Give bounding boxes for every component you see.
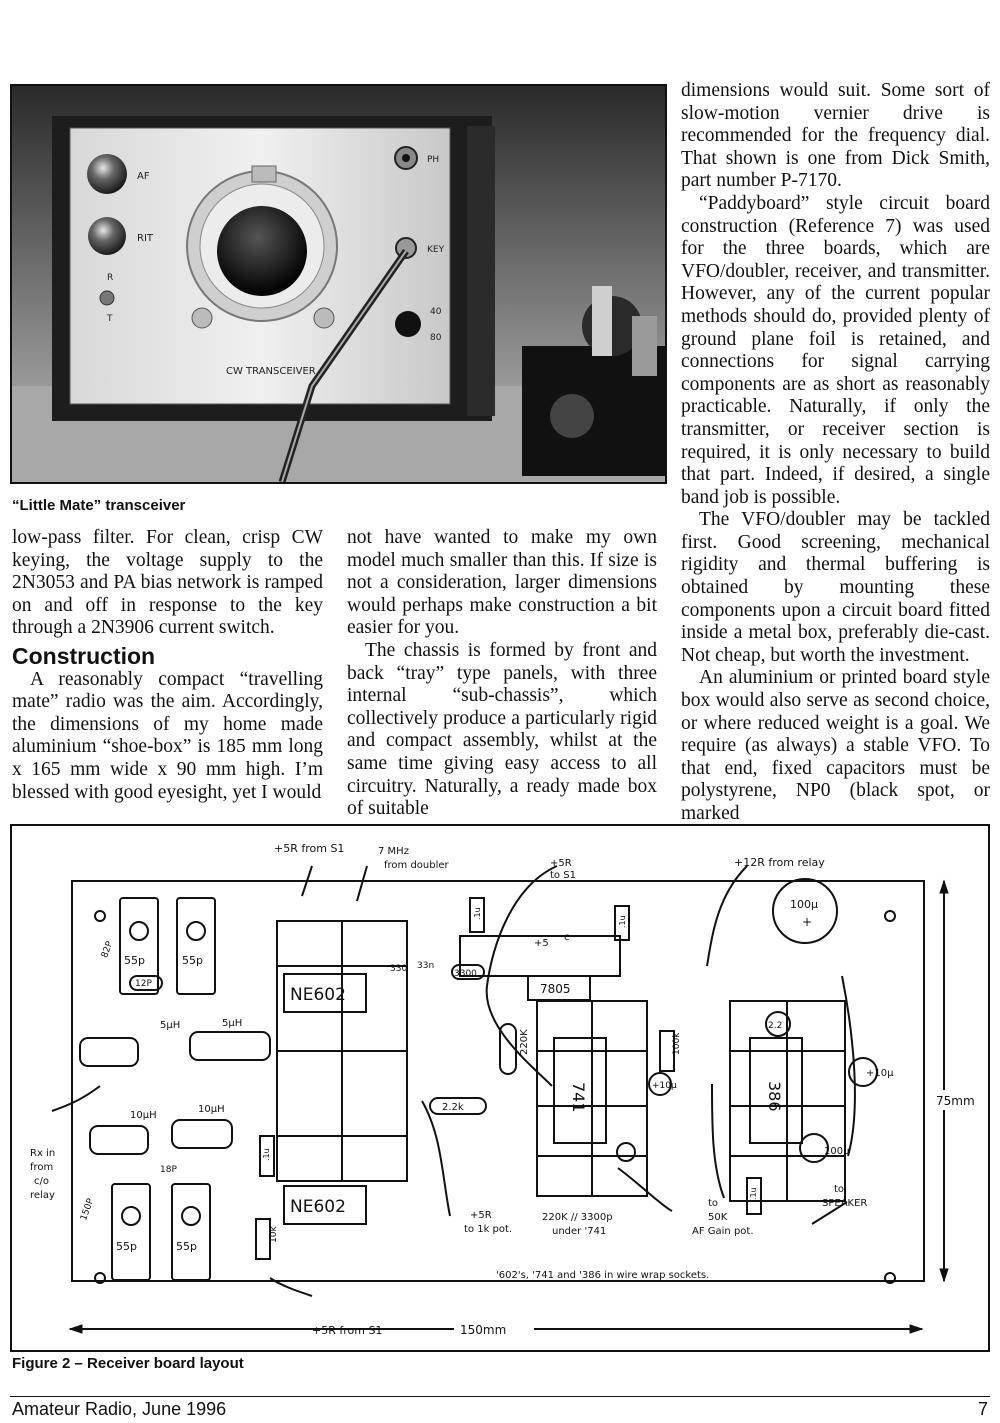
label-plus10u-right: +10µ [866, 1068, 894, 1079]
label-plus5r-s1-bottom: +5R from S1 [312, 1324, 383, 1337]
label-55p-4: 55p [176, 1240, 197, 1253]
label-100u-top: 100µ [790, 898, 818, 911]
column-1 [12, 527, 323, 804]
label-af-gain-pot: AF Gain pot. [692, 1226, 754, 1237]
column1-para2: A reasonably compact “travelling mate” radio was the aim. Accordingly, the dimensions of my home made aluminium “shoe-box” is 185 mm long x 165 mm wide x 90 mm high. I’m blessed with good eyesight, yet I would [12, 668, 323, 803]
label-5uh-1: 5µH [160, 1020, 181, 1031]
panel-label-t: T [107, 314, 113, 324]
column3-para3: The VFO/doubler may be tackled first. Good screening, mechanical rigidity and thermal buffering is obtained by mounting these components upon a circuit board fitted inside a metal box, preferably die-cast. Not cheap, but worth the investment. [681, 509, 990, 666]
label-220k-3300p: 220K // 3300p [542, 1212, 613, 1223]
label-c-pad: c [564, 932, 570, 943]
panel-label-name: CW TRANSCEIVER [226, 366, 316, 377]
label-150p: 150P [79, 1197, 97, 1223]
panel-label-af: AF [137, 171, 150, 182]
label-c1u-2: .1u [618, 915, 627, 928]
label-to-50k: to [708, 1198, 719, 1209]
label-12p: 12P [135, 979, 152, 989]
label-plus-100u: + [802, 915, 813, 929]
photo-figure [10, 84, 667, 484]
section-heading-construction: Construction [12, 642, 156, 669]
footer-rule [10, 1396, 990, 1397]
column2-para2: The chassis is formed by front and back “tray” type panels, with three internal “sub-chassis”, which collectively produce a particularly rigid and compact assembly, whilst at the same time giving easy access to all circuitry. Naturally, a ready made box of suitable [347, 639, 657, 820]
label-from: from [30, 1162, 54, 1173]
column3-para4: An aluminium or printed board style box would also serve as second choice, or where reduced weight is a goal. We require (as always) a stable VFO. To that end, fixed capacitors must be polystyrene, NP0 (black spot, or marked [681, 667, 990, 824]
label-18p: 18P [160, 1165, 177, 1175]
receiver-board-diagram [12, 826, 988, 1350]
label-to-1k-pot: to 1k pot. [464, 1224, 513, 1235]
panel-label-rit: RIT [137, 233, 154, 244]
receiver-board-figure [10, 824, 990, 1352]
label-plus5r-s1-top: +5R from S1 [274, 842, 345, 855]
label-3300: 3300 [454, 969, 477, 979]
label-plus10u-mid: +10µ [652, 1081, 677, 1091]
label-10uh-1: 10µH [130, 1110, 157, 1121]
footer-publication: Amateur Radio, June 1996 [12, 1399, 227, 1419]
panel-label-80: 80 [430, 333, 442, 343]
label-to-s1: to S1 [550, 870, 576, 881]
label-386: 386 [765, 1081, 784, 1112]
label-plus5r-pot: +5R [470, 1210, 492, 1221]
label-ne602-upper: NE602 [290, 985, 346, 1005]
label-75mm: 75mm [936, 1094, 975, 1108]
panel-label-40: 40 [430, 307, 442, 317]
panel-label-key: KEY [427, 245, 445, 255]
label-plus12r-relay: +12R from relay [734, 856, 825, 869]
label-relay: relay [30, 1190, 55, 1201]
label-50k: 50K [708, 1212, 728, 1223]
figure-caption: Figure 2 – Receiver board layout [12, 1355, 244, 1372]
label-from-doubler: from doubler [384, 860, 449, 871]
label-220k: 220K [519, 1029, 530, 1055]
label-100u-lower: 100µ [824, 1146, 850, 1157]
label-c1u-4: .1u [262, 1148, 271, 1161]
label-55p-1: 55p [124, 954, 145, 967]
label-330: 330 [390, 964, 408, 974]
label-c1u-1: .1u [473, 907, 482, 920]
label-100k: 100k [672, 1032, 682, 1055]
label-plus5-pad: +5 [534, 938, 549, 949]
label-82p: 82P [100, 940, 116, 960]
column-3 [681, 80, 990, 826]
panel-label-r: R [107, 273, 114, 283]
page-number: 7 [977, 1399, 988, 1419]
column-2 [347, 527, 657, 821]
label-plus5r-top: +5R [550, 858, 572, 869]
label-33n: 33n [417, 961, 435, 971]
label-10uh-2: 10µH [198, 1104, 225, 1115]
label-2u2: 2.2 [768, 1021, 783, 1031]
label-under-741: under '741 [552, 1226, 607, 1237]
label-55p-3: 55p [116, 1240, 137, 1253]
label-10k: 10k [269, 1226, 279, 1243]
label-ne602-lower: NE602 [290, 1197, 346, 1217]
label-7805: 7805 [540, 982, 571, 996]
label-150mm: 150mm [460, 1323, 507, 1337]
photo-caption: “Little Mate” transceiver [12, 497, 186, 514]
column1-para1: low-pass filter. For clean, crisp CW keying, the voltage supply to the 2N3053 and PA bias network is ramped on and off in response to the key through a 2N3906 current switch. [12, 527, 323, 639]
column3-para1: dimensions would suit. Some sort of slow-motion vernier drive is recommended for the frequency dial. That shown is one from Dick Smith, part number P-7170. [681, 80, 990, 192]
label-55p-2: 55p [182, 954, 203, 967]
label-c1u-3: .1u [749, 1187, 758, 1200]
label-2k2: 2.2k [442, 1102, 464, 1113]
column2-para1: not have wanted to make my own model much smaller than this. If size is not a consideration, larger dimensions would perhaps make construction a bit easier for you. [347, 527, 657, 639]
label-co: c/o [34, 1176, 49, 1187]
label-sockets-note: '602's, '741 and '386 in wire wrap sockets. [496, 1270, 710, 1281]
label-7mhz: 7 MHz [378, 846, 409, 857]
label-to-speaker: to [834, 1184, 845, 1195]
column3-para2: “Paddyboard” style circuit board construction (Reference 7) was used for the three boards, which are VFO/doubler, receiver, and transmitter. However, any of the current popular methods should do, provided plenty of ground plane foil is retained, and connections for signal carrying components are as short as reasonably practicable. Naturally, if only the transmitter, or receiver section is required, it is only necessary to build that part. Indeed, if desired, a single band job is possible. [681, 192, 990, 508]
transceiver-photo [12, 86, 665, 482]
label-rx-in: Rx in [30, 1148, 56, 1159]
panel-label-ph: PH [427, 155, 440, 165]
label-741: 741 [569, 1082, 588, 1113]
label-5uh-2: 5µH [222, 1018, 243, 1029]
label-speaker: SPEAKER [822, 1198, 868, 1209]
